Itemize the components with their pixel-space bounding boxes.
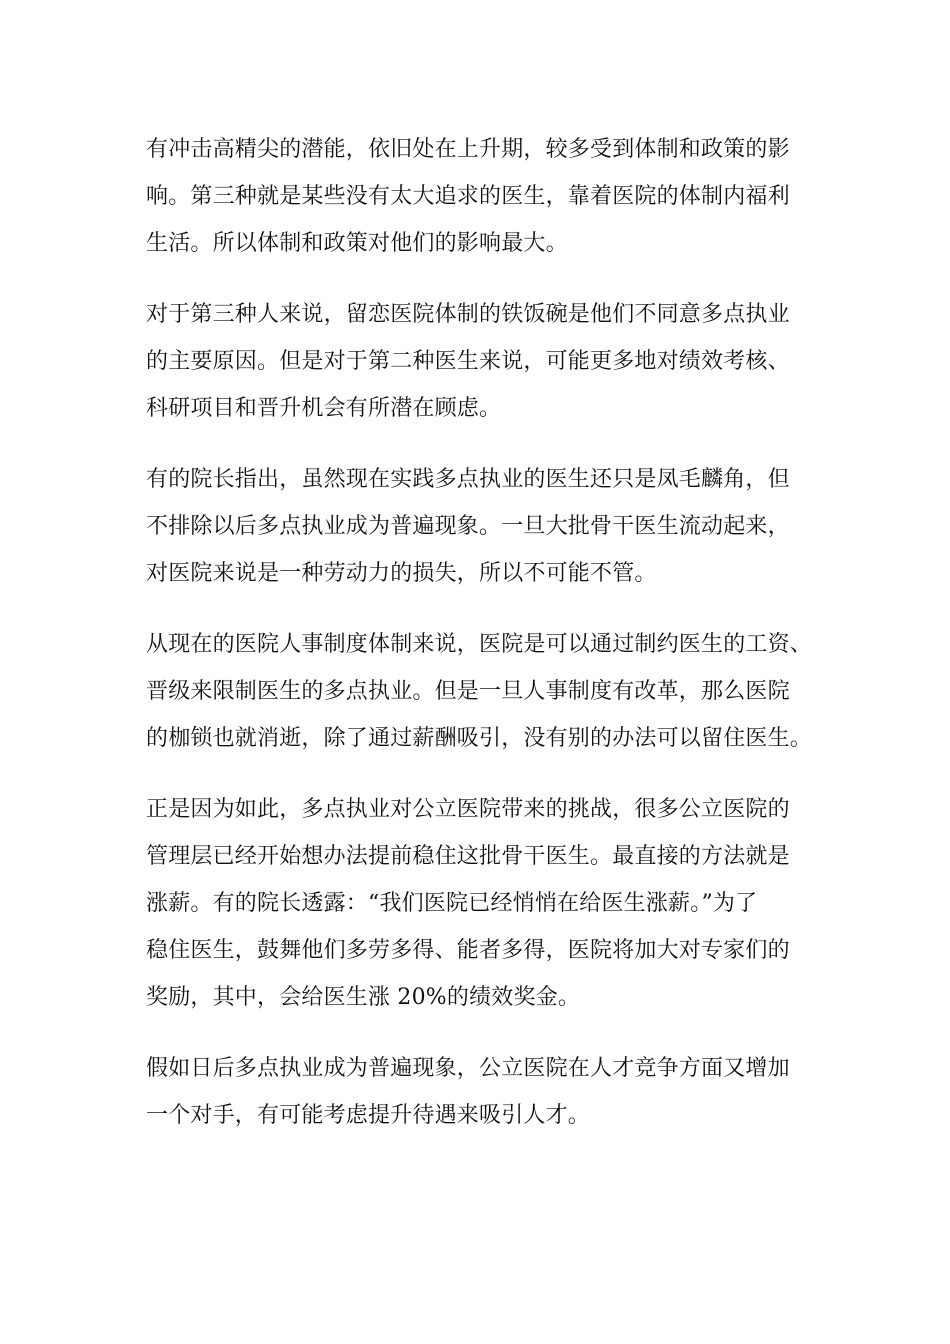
text-line: 稳住医生，鼓舞他们多劳多得、能者多得，医院将加大对专家们的 xyxy=(146,938,790,963)
paragraph-1 xyxy=(146,126,826,267)
paragraph-5 xyxy=(146,786,826,1021)
paragraph-2 xyxy=(146,291,826,432)
text-line: 假如日后多点执业成为普遍现象，公立医院在人才竞争方面又增加 xyxy=(146,1056,790,1081)
text-line: 响。第三种就是某些没有太大追求的医生，靠着医院的体制内福利 xyxy=(146,184,790,209)
text-line: 有冲击高精尖的潜能，依旧处在上升期，较多受到体制和政策的影 xyxy=(146,137,790,162)
paragraph-3 xyxy=(146,456,826,597)
text-line: 有的院长指出，虽然现在实践多点执业的医生还只是凤毛麟角，但 xyxy=(146,467,790,492)
text-line: 一个对手，有可能考虑提升待遇来吸引人才。 xyxy=(146,1103,591,1128)
text-line: 奖励，其中，会给医生涨 20%的绩效奖金。 xyxy=(146,985,581,1010)
document-body xyxy=(146,126,826,1163)
text-line: 管理层已经开始想办法提前稳住这批骨干医生。最直接的方法就是 xyxy=(146,844,790,869)
text-line: 的枷锁也就消逝，除了通过薪酬吸引，没有别的办法可以留住医生。 xyxy=(146,726,813,751)
text-line: 对于第三种人来说，留恋医院体制的铁饭碗是他们不同意多点执业 xyxy=(146,302,790,327)
paragraph-4 xyxy=(146,621,826,762)
paragraph-6 xyxy=(146,1045,826,1139)
text-line: 科研项目和晋升机会有所潜在顾虑。 xyxy=(146,396,502,421)
text-line: 涨薪。有的院长透露：“我们医院已经悄悄在给医生涨薪。”为了 xyxy=(146,891,758,916)
text-line: 对医院来说是一种劳动力的损失，所以不可能不管。 xyxy=(146,561,657,586)
text-line: 的主要原因。但是对于第二种医生来说，可能更多地对绩效考核、 xyxy=(146,349,790,374)
text-line: 不排除以后多点执业成为普遍现象。一旦大批骨干医生流动起来， xyxy=(146,514,790,539)
text-line: 生活。所以体制和政策对他们的影响最大。 xyxy=(146,231,568,256)
text-line: 从现在的医院人事制度体制来说，医院是可以通过制约医生的工资、 xyxy=(146,632,813,657)
text-line: 正是因为如此，多点执业对公立医院带来的挑战，很多公立医院的 xyxy=(146,797,790,822)
text-line: 晋级来限制医生的多点执业。但是一旦人事制度有改革，那么医院 xyxy=(146,679,790,704)
